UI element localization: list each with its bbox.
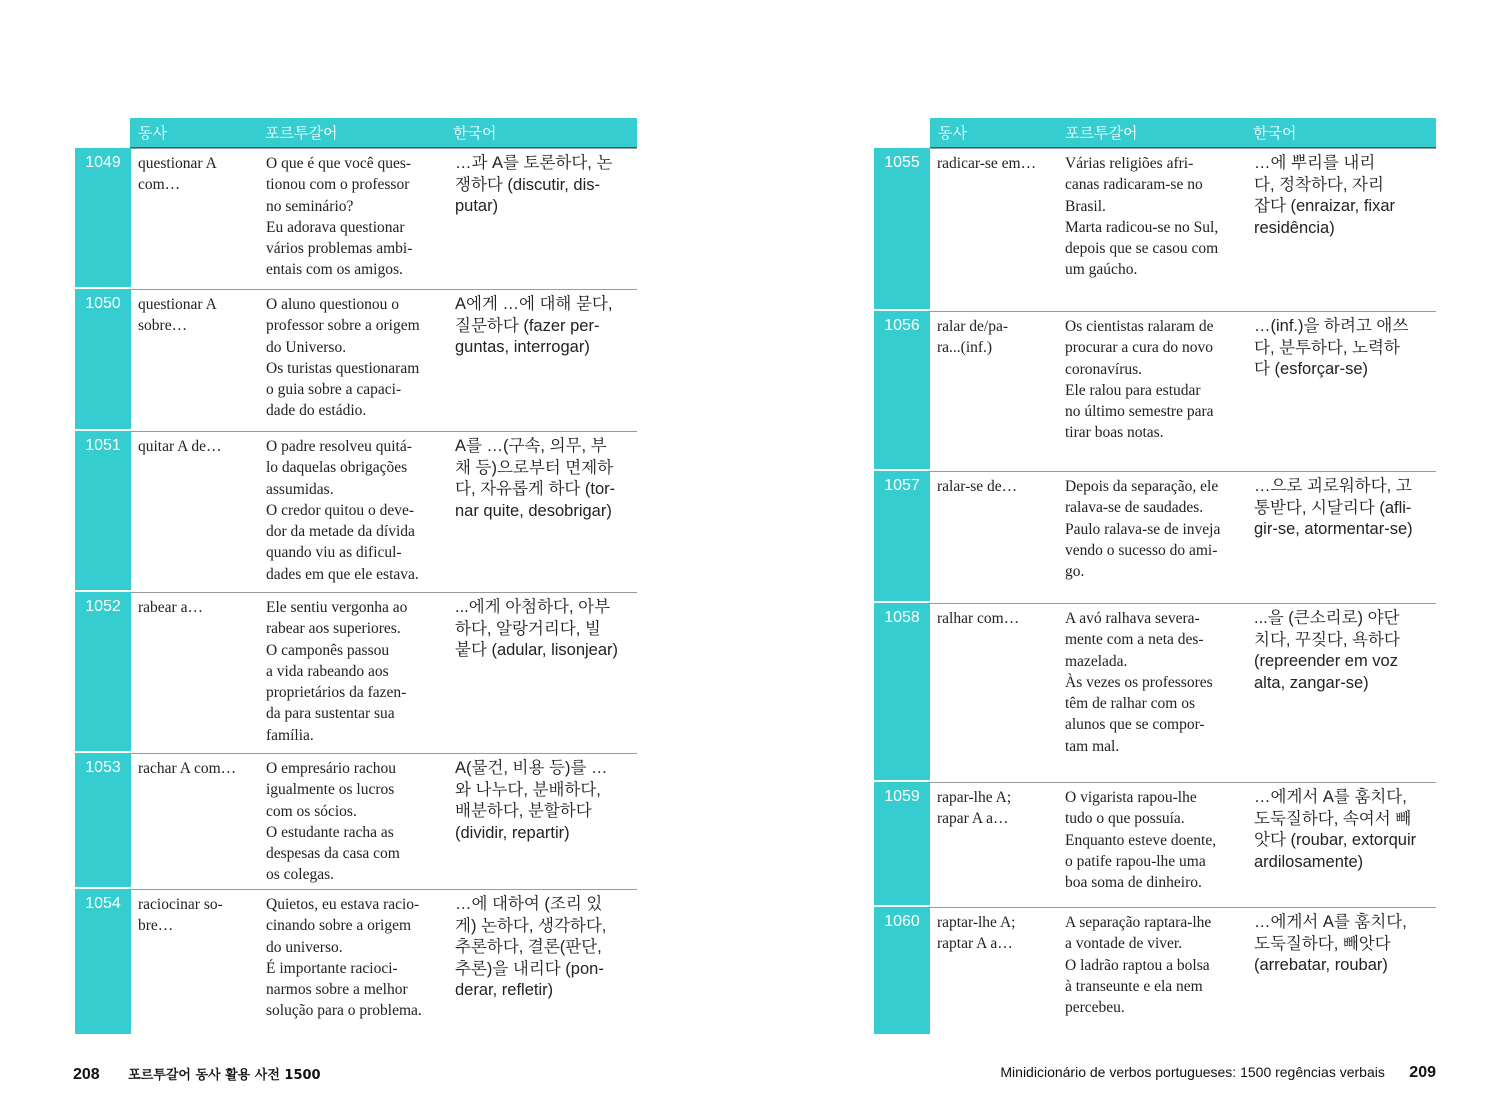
- entry-korean: A를 …(구속, 의무, 부 채 등)으로부터 면제하 다, 자유롭게 하다 (tor- nar quite, desobrigar): [455, 437, 616, 520]
- entry-verb: rapar-lhe A; rapar A a…: [937, 789, 1012, 828]
- row-divider: [930, 907, 1436, 908]
- entry-examples: Ele sentiu vergonha ao rabear aos superiores. O camponês passou a vida rabeando aos proprietários da fazen- da para sustentar sua família.: [266, 599, 408, 744]
- entry-verb: raciocinar so- bre…: [138, 896, 223, 935]
- entry-examples: A separação raptara-lhe a vontade de viver. O ladrão raptou a bolsa à transeunte e ela nem percebeu.: [1065, 914, 1212, 1017]
- entry-korean: ...을 (큰소리로) 야단 치다, 꾸짖다, 욕하다 (repreender em voz alta, zangar-se): [1254, 609, 1400, 692]
- entry-number: 1051: [75, 431, 131, 590]
- row-divider: [930, 782, 1436, 783]
- left-book-title: 포르투갈어 동사 활용 사전 1500: [128, 1068, 321, 1083]
- header-portuguese: 포르투갈어: [1065, 124, 1138, 142]
- row-divider: [930, 148, 1436, 149]
- entry-row: [75, 148, 637, 287]
- entry-examples: O que é que você ques- tionou com o professor no seminário? Eu adorava questionar vários problemas ambi- entais com os amigos.: [266, 155, 413, 279]
- right-book-title: Minidicionário de verbos portugueses: 1500 regências verbais: [1000, 1064, 1385, 1080]
- left-footer: [73, 1064, 473, 1084]
- header-korean: 한국어: [453, 124, 497, 142]
- entry-examples: Depois da separação, ele ralava-se de saudades. Paulo ralava-se de inveja vendo o sucesso do ami- go.: [1065, 478, 1221, 581]
- entry-row: [75, 592, 637, 751]
- row-divider: [930, 603, 1436, 604]
- entry-examples: O vigarista rapou-lhe tudo o que possuía. Enquanto esteve doente, o patife rapou-lhe uma boa soma de dinheiro.: [1065, 789, 1217, 892]
- entry-verb: quitar A de…: [138, 438, 222, 455]
- row-divider: [131, 889, 637, 890]
- entry-row: [874, 603, 1436, 780]
- entry-number: 1056: [874, 311, 930, 469]
- row-divider: [131, 592, 637, 593]
- right-page-number: 209: [1409, 1064, 1436, 1081]
- entry-number: 1055: [874, 148, 930, 309]
- entry-row: [874, 782, 1436, 905]
- entry-examples: Os cientistas ralaram de procurar a cura do novo coronavírus. Ele ralou para estudar no último semestre para tirar boas notas.: [1065, 318, 1214, 442]
- entry-row: [75, 889, 637, 1034]
- entry-examples: A avó ralhava severa- mente com a neta des- mazelada. Às vezes os professores têm de ralhar com os alunos que se compor- tam mal.: [1065, 610, 1213, 755]
- header-verb: 동사: [938, 124, 967, 142]
- entry-examples: O empresário rachou igualmente os lucros com os sócios. O estudante racha as despesas da casa com os colegas.: [266, 760, 400, 884]
- entry-row: [874, 148, 1436, 309]
- entry-number: 1050: [75, 289, 131, 429]
- entry-row: [75, 289, 637, 429]
- entry-verb: ralar de/pa- ra...(inf.): [937, 318, 1008, 357]
- entry-korean: …에 뿌리를 내리 다, 정착하다, 자리 잡다 (enraizar, fixar residência): [1254, 154, 1395, 237]
- entry-number: 1054: [75, 889, 131, 1034]
- header-korean: 한국어: [1253, 124, 1297, 142]
- entry-verb: questionar A com…: [138, 155, 217, 194]
- row-divider: [131, 148, 637, 149]
- entry-verb: ralhar com…: [937, 610, 1020, 627]
- entry-korean: …(inf.)을 하려고 애쓰 다, 분투하다, 노력하 다 (esforçar-se): [1254, 317, 1409, 378]
- entry-examples: O aluno questionou o professor sobre a origem do Universo. Os turistas questionaram o guia sobre a capaci- dade do estádio.: [266, 296, 420, 420]
- entry-row: [75, 753, 637, 887]
- table-header: [930, 118, 1436, 148]
- table-header: [130, 118, 637, 148]
- entry-korean: …에게서 A를 훔치다, 도둑질하다, 빼앗다 (arrebatar, roubar): [1254, 913, 1407, 974]
- entry-number: 1060: [874, 907, 930, 1034]
- entry-examples: Várias religiões afri- canas radicaram-se no Brasil. Marta radicou-se no Sul, depois que se casou com um gaúcho.: [1065, 155, 1219, 279]
- row-divider: [131, 753, 637, 754]
- entry-verb: radicar-se em…: [937, 155, 1037, 172]
- entry-verb: questionar A sobre…: [138, 296, 217, 335]
- entry-number: 1049: [75, 148, 131, 287]
- row-divider: [930, 311, 1436, 312]
- entry-row: [75, 431, 637, 590]
- entry-number: 1052: [75, 592, 131, 751]
- row-divider: [131, 431, 637, 432]
- entry-examples: O padre resolveu quitá- lo daquelas obrigações assumidas. O credor quitou o deve- dor da metade da dívida quando viu as dificul- dades em que ele estava.: [266, 438, 419, 583]
- entry-korean: ...에게 아첨하다, 아부 하다, 알랑거리다, 빌 붙다 (adular, lisonjear): [455, 598, 619, 659]
- entry-row: [874, 311, 1436, 469]
- entry-korean: …에 대하여 (조리 있 게) 논하다, 생각하다, 추론하다, 결론(판단, 추론)을 내리다 (pon- derar, refletir): [455, 895, 607, 999]
- entry-korean: …에게서 A를 훔치다, 도둑질하다, 속여서 빼 앗다 (roubar, extorquir ardilosamente): [1254, 788, 1417, 871]
- entry-number: 1053: [75, 753, 131, 887]
- entry-row: [874, 471, 1436, 601]
- entry-examples: Quietos, eu estava racio- cinando sobre a origem do universo. É importante racioci- narmos sobre a melhor solução para o problema.: [266, 896, 422, 1020]
- entry-number: 1057: [874, 471, 930, 601]
- entry-korean: …으로 괴로워하다, 고 통받다, 시달리다 (afli- gir-se, atormentar-se): [1254, 477, 1413, 538]
- entry-korean: A에게 …에 대해 묻다, 질문하다 (fazer per- guntas, interrogar): [455, 295, 613, 356]
- entry-number: 1059: [874, 782, 930, 905]
- entry-verb: rabear a…: [138, 599, 203, 616]
- entry-row: [874, 907, 1436, 1034]
- entry-number: 1058: [874, 603, 930, 780]
- entry-korean: A(물건, 비용 등)를 … 와 나누다, 분배하다, 배분하다, 분할하다 (dividir, repartir): [455, 759, 608, 842]
- row-divider: [131, 289, 637, 290]
- right-page: [756, 0, 1512, 1111]
- entry-verb: rachar A com…: [138, 760, 237, 777]
- left-page-number: 208: [73, 1066, 100, 1083]
- row-divider: [930, 471, 1436, 472]
- header-portuguese: 포르투갈어: [265, 124, 338, 142]
- entry-verb: ralar-se de…: [937, 478, 1018, 495]
- right-footer: [956, 1064, 1436, 1084]
- entry-korean: …과 A를 토론하다, 논 쟁하다 (discutir, dis- putar): [455, 154, 613, 215]
- header-verb: 동사: [138, 124, 167, 142]
- entry-verb: raptar-lhe A; raptar A a…: [937, 914, 1016, 953]
